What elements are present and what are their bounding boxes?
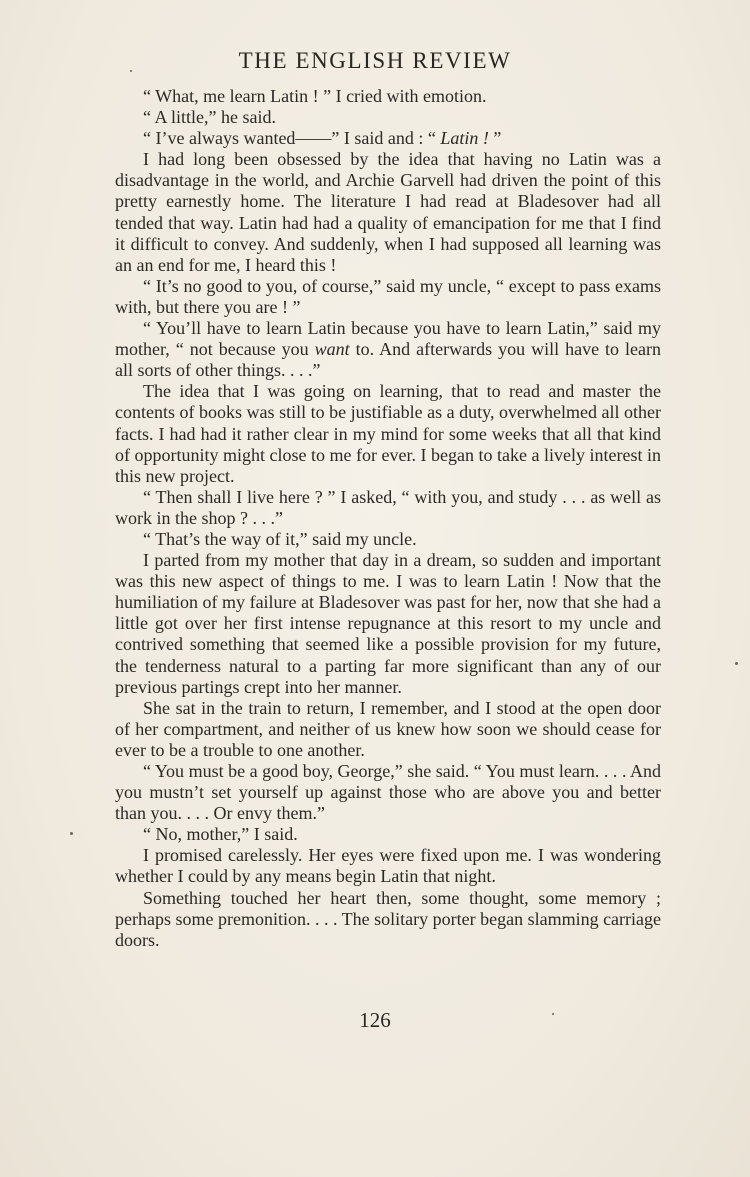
paper-speck bbox=[130, 70, 132, 72]
paragraph: The idea that I was going on learning, that to read and master the contents of books was still to be justifiable as a duty, overwhelmed all other facts. I had had it rather clear in my mind for some weeks that all that kind of opportunity might close to me for ever. I began to take a lively interest in this new project. bbox=[115, 381, 661, 486]
page-number: 126 bbox=[359, 1008, 391, 1032]
paragraph: “ You’ll have to learn Latin because you have to learn Latin,” said my mother, “ not because you want to. And afterwards you will have to learn all sorts of other things. . . .” bbox=[115, 318, 662, 381]
paragraph: “ No, mother,” I said. bbox=[143, 824, 298, 845]
paragraph: I promised carelessly. Her eyes were fixed upon me. I was wondering whether I could by any means begin Latin that night. bbox=[115, 845, 661, 887]
paragraph: She sat in the train to return, I remember, and I stood at the open door of her compartment, and neither of us knew how soon we should cease for ever to be a trouble to one another. bbox=[115, 697, 661, 760]
paragraph: I had long been obsessed by the idea that having no Latin was a disadvantage in the world, and Archie Garvell had driven the point of this pretty earnestly home. The literature I had read at Bladesover had all tended that way. Latin had had a quality of emancipation for me that I find it difficult to convey. And suddenly, when I had supposed all learning was an an end for me, I heard this ! bbox=[115, 149, 661, 275]
paragraph: “ Then shall I live here ? ” I asked, “ with you, and study . . . as well as work in the shop ? . . .” bbox=[115, 486, 661, 528]
emphasis: want bbox=[314, 339, 350, 360]
paper-speck bbox=[70, 832, 73, 835]
paragraph: “ A little,” he said. bbox=[143, 107, 276, 128]
paragraph: “ I’ve always wanted——” I said and : “ Latin ! ” bbox=[143, 128, 502, 149]
paragraph: “ You must be a good boy, George,” she said. “ You must learn. . . . And you mustn’t set yourself up against those who are above you and better than you. . . . Or envy them.” bbox=[115, 761, 661, 824]
emphasis: Latin ! bbox=[440, 128, 489, 149]
paper-speck bbox=[735, 662, 738, 665]
paragraph: I parted from my mother that day in a dream, so sudden and important was this new aspect of things to me. I was to learn Latin ! Now that the humiliation of my failure at Bladesover was past for her, now that she had a little got over her first intense repugnance at this resort to my uncle and contrived something that seemed like a possible provision for my future, the tenderness natural to a parting far more significant than any of our previous partings crept into her manner. bbox=[115, 550, 661, 697]
running-header: THE ENGLISH REVIEW bbox=[238, 48, 512, 73]
body-text bbox=[115, 86, 661, 951]
paragraph: “ It’s no good to you, of course,” said my uncle, “ except to pass exams with, but there you are ! ” bbox=[115, 275, 661, 317]
paragraph: “ What, me learn Latin ! ” I cried with emotion. bbox=[143, 86, 487, 106]
paragraph: Something touched her heart then, some thought, some memory ; perhaps some premonition. . . . The solitary porter began slamming carriage doors. bbox=[115, 887, 662, 950]
paper-speck bbox=[552, 1013, 554, 1015]
paragraph: “ That’s the way of it,” said my uncle. bbox=[143, 528, 417, 549]
